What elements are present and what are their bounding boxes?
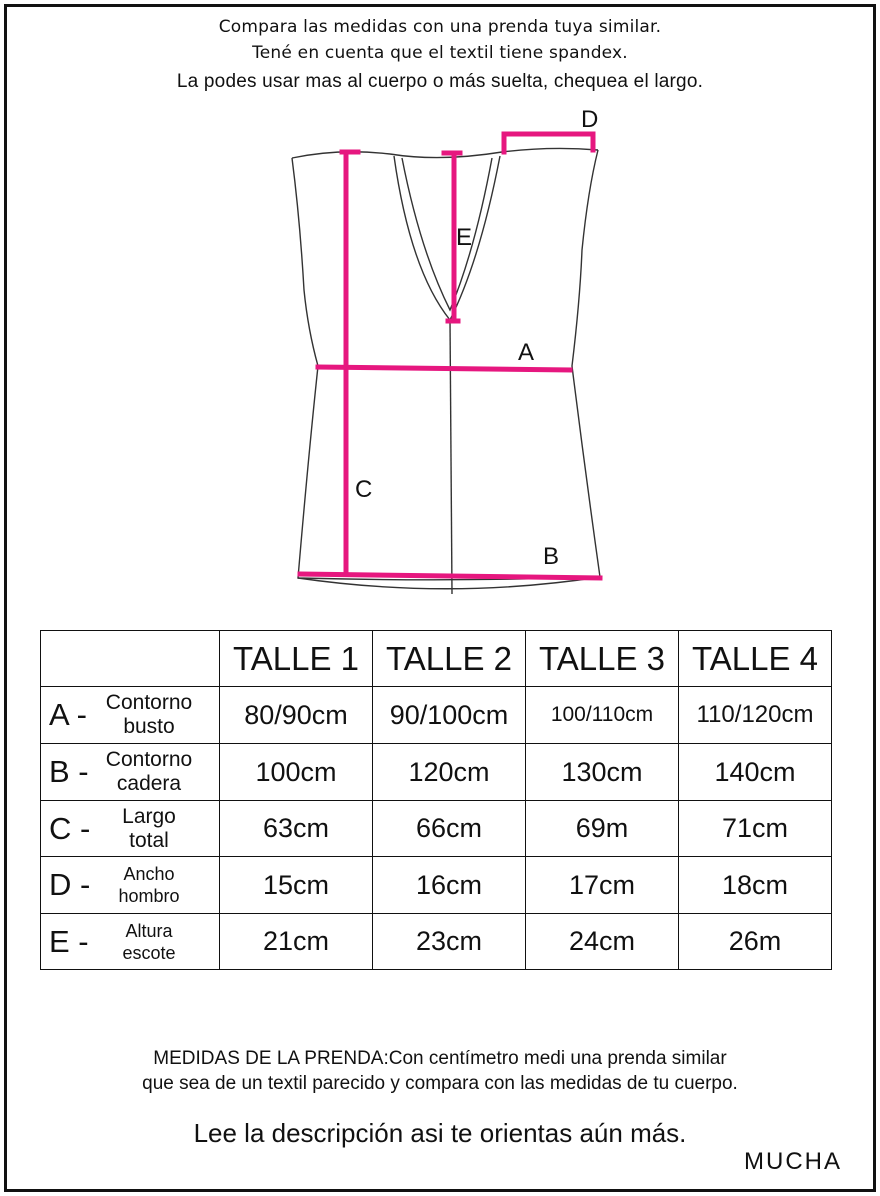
cell-e-talle-2: 23cm [372, 913, 526, 970]
row-desc-line-1: Largo [122, 804, 176, 828]
measure-a-line [318, 367, 570, 370]
row-label-e [40, 913, 220, 970]
label-b: B [543, 543, 560, 570]
header-talle-1: TALLE 1 [219, 630, 373, 687]
cell-e-talle-3: 24cm [525, 913, 679, 970]
cell-a-talle-4: 110/120cm [678, 686, 832, 744]
cell-c-talle-2: 66cm [372, 800, 526, 857]
row-label-d [40, 856, 220, 914]
row-description [99, 805, 199, 853]
row-letter: D - [49, 867, 91, 902]
header-talle-3: TALLE 3 [525, 630, 679, 687]
brand-name: MUCHA [744, 1148, 842, 1175]
row-desc-line-1: Contorno [105, 748, 193, 771]
cell-d-talle-2: 16cm [372, 856, 526, 914]
cell-b-talle-2: 120cm [372, 743, 526, 801]
header-talle-2: TALLE 2 [372, 630, 526, 687]
row-desc-line-1: Altura [125, 920, 173, 941]
row-description [99, 691, 199, 739]
row-label-a [40, 686, 220, 744]
row-description [99, 748, 199, 796]
row-desc-line-2: hombro [118, 886, 180, 906]
row-letter: B - [49, 754, 89, 789]
cell-b-talle-3: 130cm [525, 743, 679, 801]
header-talle-4: TALLE 4 [678, 630, 832, 687]
cell-c-talle-4: 71cm [678, 800, 832, 857]
row-letter: C - [49, 810, 91, 846]
footer-line-1: MEDIDAS DE LA PRENDA:Con centímetro medi una prenda similar [153, 1048, 727, 1069]
row-desc-line-2: total [129, 828, 169, 852]
label-a: A [518, 339, 535, 366]
row-desc-line-2: cadera [116, 772, 182, 795]
table-corner-cell [40, 630, 220, 687]
measure-b-line [300, 574, 600, 578]
cell-d-talle-3: 17cm [525, 856, 679, 914]
row-letter: A - [49, 697, 87, 732]
row-desc-line-1: Contorno [105, 691, 193, 714]
row-desc-line-1: Ancho [123, 864, 175, 884]
row-letter: E - [49, 923, 89, 959]
label-c: C [355, 476, 373, 503]
label-e: E [456, 224, 473, 251]
cell-e-talle-4: 26m [678, 913, 832, 970]
cell-e-talle-1: 21cm [219, 913, 373, 970]
label-d: D [581, 106, 599, 133]
row-label-c [40, 800, 220, 857]
footer-line-3: Lee la descripción asi te orientas aún más. [193, 1118, 687, 1148]
size-table [40, 630, 832, 970]
footer-line-2: que sea de un textil parecido y compara con las medidas de tu cuerpo. [142, 1073, 738, 1094]
row-description [99, 920, 199, 964]
cell-b-talle-1: 100cm [219, 743, 373, 801]
row-label-b [40, 743, 220, 801]
row-description [99, 863, 199, 907]
row-desc-line-2: busto [123, 715, 175, 738]
cell-a-talle-1: 80/90cm [219, 686, 373, 744]
cell-c-talle-1: 63cm [219, 800, 373, 857]
intro-line-3: La podes usar mas al cuerpo o más suelta, chequea el largo. [176, 71, 704, 92]
cell-d-talle-4: 18cm [678, 856, 832, 914]
row-desc-line-2: escote [122, 942, 176, 963]
cell-a-talle-3: 100/110cm [525, 686, 679, 744]
cell-a-talle-2: 90/100cm [372, 686, 526, 744]
cell-b-talle-4: 140cm [678, 743, 832, 801]
cell-c-talle-3: 69m [525, 800, 679, 857]
cell-d-talle-1: 15cm [219, 856, 373, 914]
intro-line-2: Tené en cuenta que el textil tiene spandex. [252, 43, 628, 63]
intro-line-1: Compara las medidas con una prenda tuya similar. [218, 17, 662, 37]
